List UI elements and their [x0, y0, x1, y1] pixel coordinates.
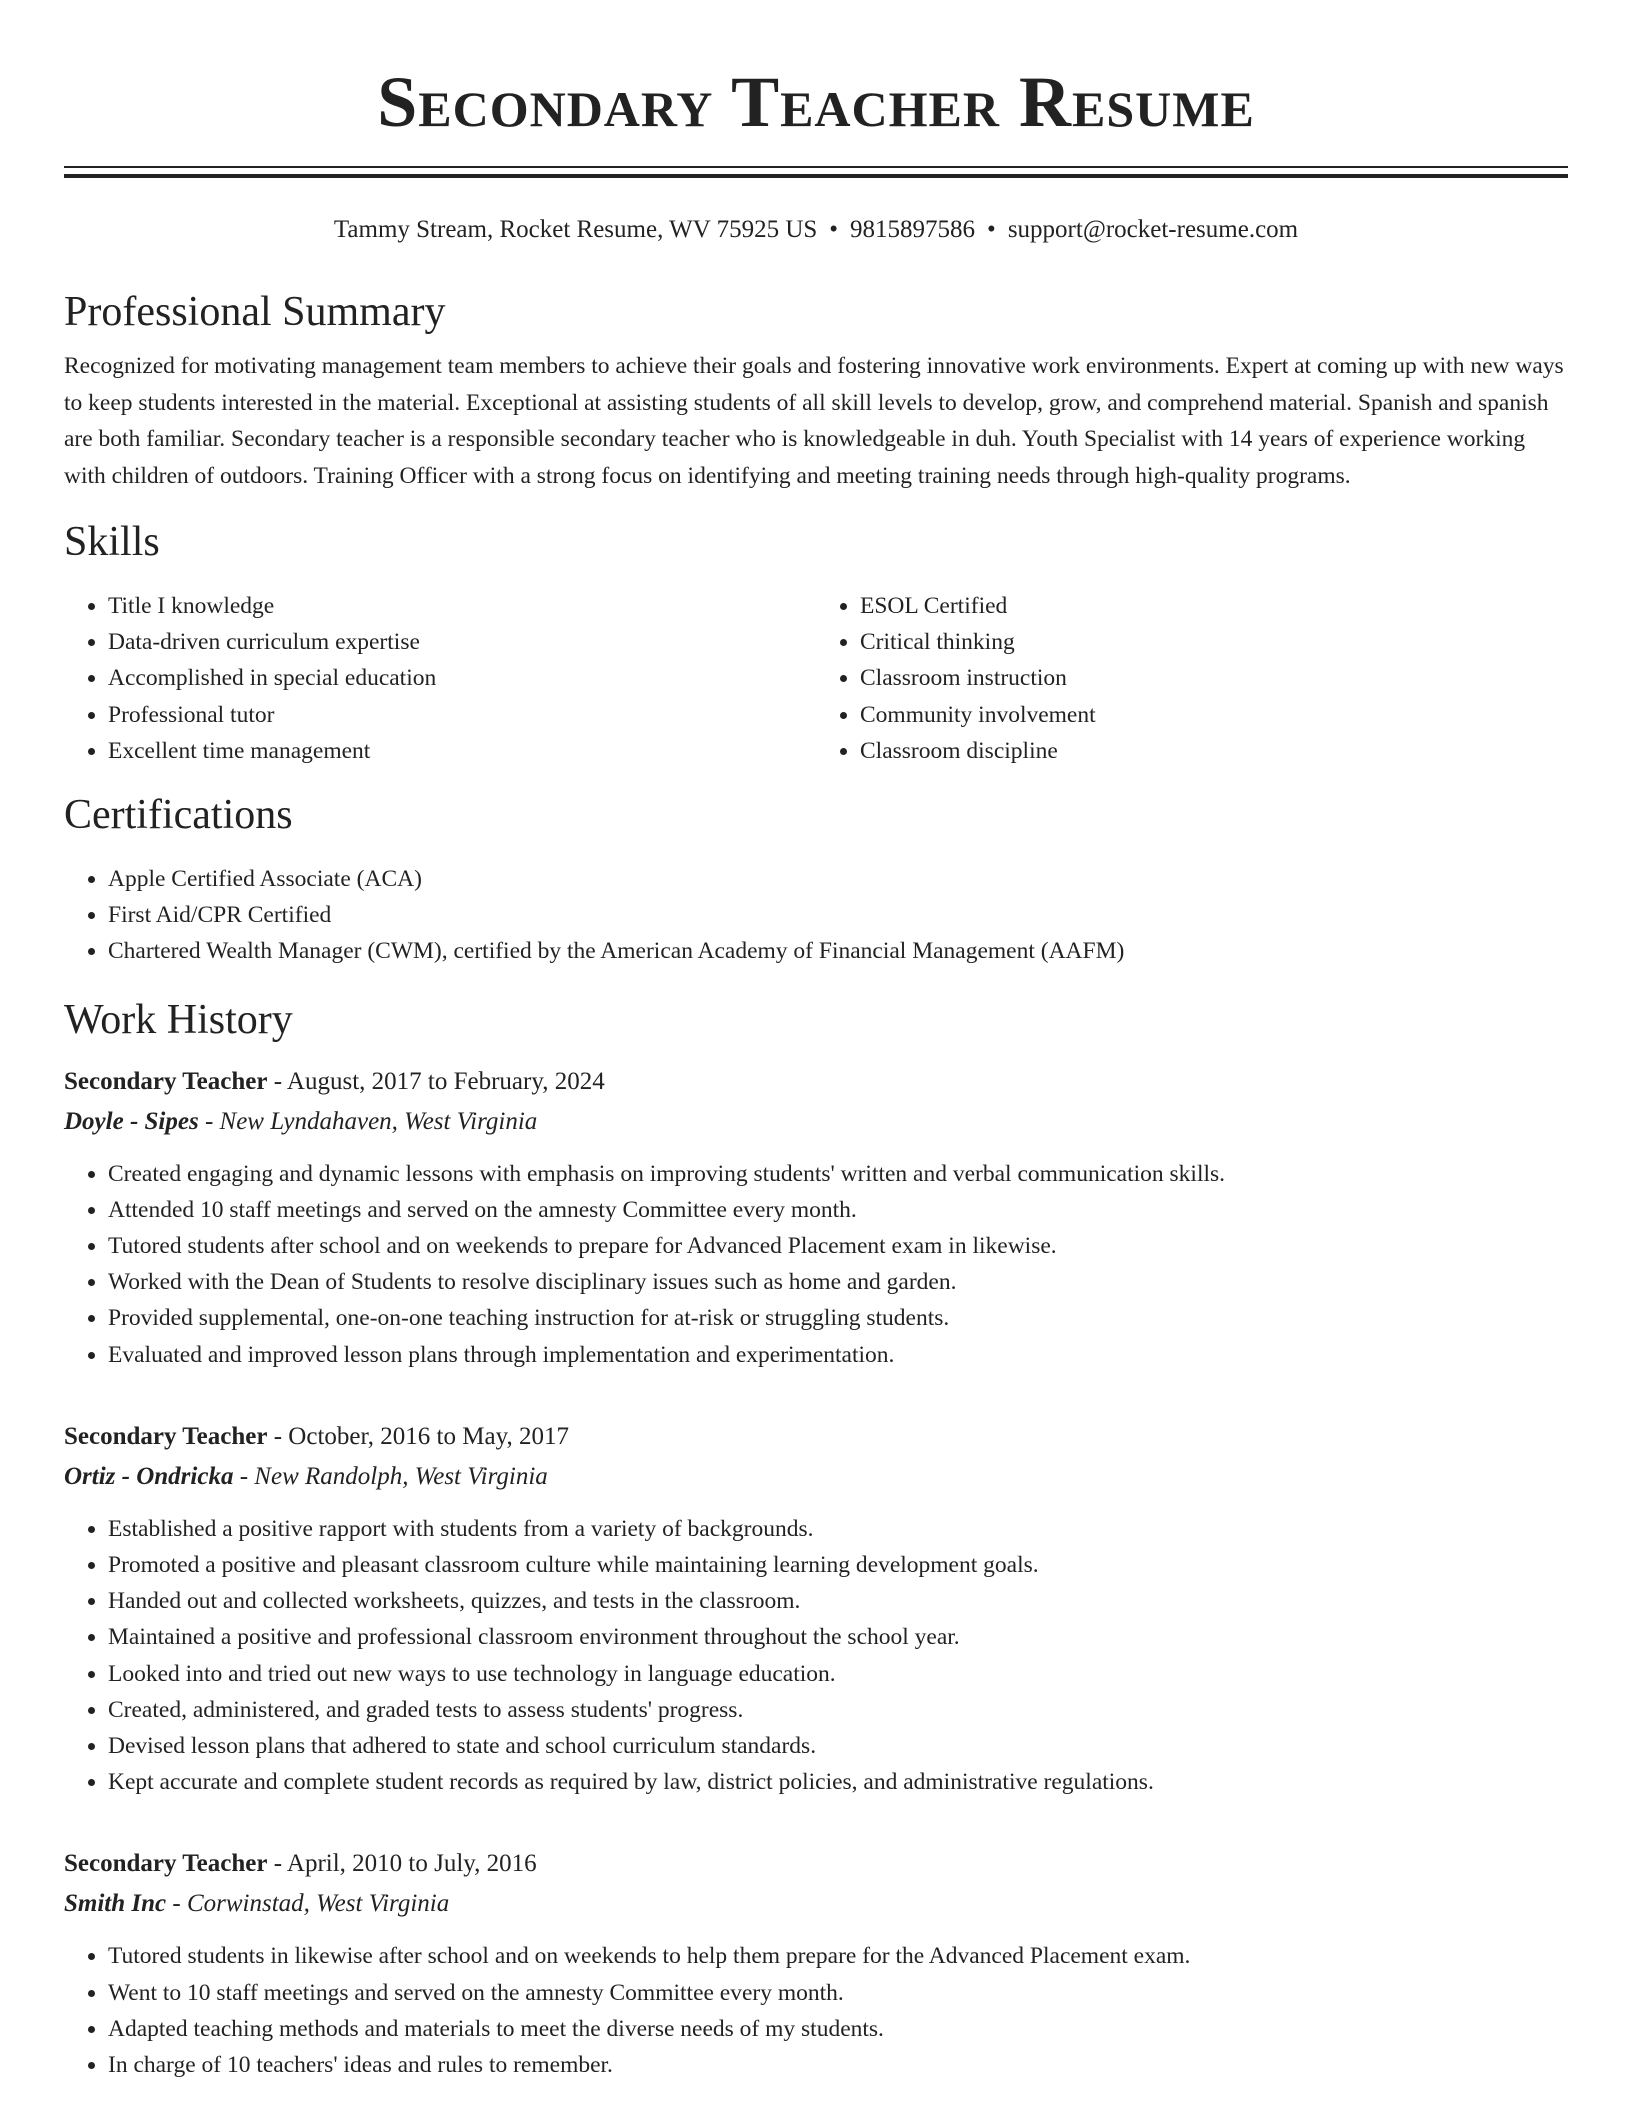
- job-bullet: • Adapted teaching methods and materials to meet the diverse needs of my students.: [108, 2011, 1568, 2047]
- job-title-line: [64, 1844, 1568, 1884]
- job-entry: [64, 1417, 1568, 1801]
- job-title: Secondary Teacher: [64, 1422, 268, 1450]
- list-item: • Accomplished in special education: [108, 660, 816, 696]
- job-bullet: • Handed out and collected worksheets, quizzes, and tests in the classroom.: [108, 1583, 1568, 1619]
- list-item: • Chartered Wealth Manager (CWM), certified by the American Academy of Financial Management (AAFM): [108, 933, 1568, 969]
- job-title-line: [64, 1062, 1568, 1102]
- job-bullets: [64, 1938, 1568, 2083]
- job-bullets: [64, 1511, 1568, 1801]
- job-bullet: • Attended 10 staff meetings and served on the amnesty Committee every month.: [108, 1192, 1568, 1228]
- job-bullet: • Promoted a positive and pleasant classroom culture while maintaining learning development goals.: [108, 1547, 1568, 1583]
- company-name: Ortiz - Ondricka: [64, 1462, 234, 1490]
- title-divider: [64, 166, 1568, 178]
- list-item: • Apple Certified Associate (ACA): [108, 861, 1568, 897]
- contact-separator: •: [829, 216, 839, 243]
- job-bullet: • Created, administered, and graded tests to assess students' progress.: [108, 1692, 1568, 1728]
- certifications-list: [64, 861, 1568, 970]
- work-history-heading: Work History: [64, 996, 293, 1043]
- job-bullet: • Looked into and tried out new ways to use technology in language education.: [108, 1656, 1568, 1692]
- job-title-line: [64, 1417, 1568, 1457]
- skills-list-left: [64, 588, 816, 769]
- list-item: • Data-driven curriculum expertise: [108, 624, 816, 660]
- skills-list-right: [816, 588, 1568, 769]
- page-title: Secondary Teacher Resume: [377, 62, 1255, 142]
- company-name: Doyle - Sipes: [64, 1107, 199, 1135]
- company-line: [64, 1102, 1568, 1142]
- list-item: • Critical thinking: [860, 624, 1568, 660]
- job-bullet: • Tutored students after school and on weekends to prepare for Advanced Placement exam in likewise.: [108, 1228, 1568, 1264]
- company-line: [64, 1884, 1568, 1924]
- skills-columns: [64, 588, 1568, 769]
- divider-line-thick: [64, 174, 1568, 178]
- summary-heading: Professional Summary: [64, 289, 446, 335]
- company-location: - New Lyndahaven, West Virginia: [198, 1107, 538, 1135]
- list-item: • First Aid/CPR Certified: [108, 897, 1568, 933]
- list-item: • ESOL Certified: [860, 588, 1568, 624]
- job-bullet: • Established a positive rapport with students from a variety of backgrounds.: [108, 1511, 1568, 1547]
- job-bullet: • Maintained a positive and professional classroom environment throughout the school year.: [108, 1619, 1568, 1655]
- work-history-list: [64, 1062, 1568, 2084]
- company-location: - Corwinstad, West Virginia: [166, 1890, 450, 1918]
- job-dates: - August, 2017 to February, 2024: [267, 1067, 605, 1095]
- contact-email: support@rocket-resume.com: [1007, 216, 1299, 243]
- job-dates: - October, 2016 to May, 2017: [267, 1422, 569, 1450]
- certifications-heading: Certifications: [64, 792, 293, 839]
- company-location: - New Randolph, West Virginia: [233, 1462, 548, 1490]
- list-item: • Title I knowledge: [108, 588, 816, 624]
- list-item: • Classroom discipline: [860, 733, 1568, 769]
- skills-heading: Skills: [64, 519, 160, 565]
- job-dates: - April, 2010 to July, 2016: [267, 1850, 537, 1878]
- contact-address: Tammy Stream, Rocket Resume, WV 75925 US: [333, 216, 818, 243]
- job-bullet: • Evaluated and improved lesson plans through implementation and experimentation.: [108, 1337, 1568, 1373]
- divider-line-thin: [64, 166, 1568, 168]
- list-item: • Community involvement: [860, 697, 1568, 733]
- contact-line: [64, 214, 1568, 246]
- job-title: Secondary Teacher: [64, 1850, 268, 1878]
- contact-phone: 9815897586: [850, 216, 976, 243]
- list-item: • Classroom instruction: [860, 660, 1568, 696]
- job-entry: [64, 1844, 1568, 2083]
- job-bullet: • Tutored students in likewise after school and on weekends to help them prepare for the Advanced Placement exam.: [108, 1938, 1568, 1974]
- job-bullets: [64, 1156, 1568, 1373]
- job-bullet: • Created engaging and dynamic lessons with emphasis on improving students' written and verbal communication skills.: [108, 1156, 1568, 1192]
- company-line: [64, 1457, 1568, 1497]
- job-bullet: • Went to 10 staff meetings and served on the amnesty Committee every month.: [108, 1975, 1568, 2011]
- job-bullet: • Provided supplemental, one-on-one teaching instruction for at-risk or struggling students.: [108, 1300, 1568, 1336]
- job-bullet: • Worked with the Dean of Students to resolve disciplinary issues such as home and garden.: [108, 1264, 1568, 1300]
- job-bullet: • Devised lesson plans that adhered to state and school curriculum standards.: [108, 1728, 1568, 1764]
- contact-separator: •: [987, 216, 996, 243]
- summary-text: Recognized for motivating management team members to achieve their goals and fostering innovative work environments. Expert at coming up with new ways to keep students interested in the material. Exceptional at assisting students of all skill levels to develop, grow, and comprehend material. Spanish and spanish are both familiar. Secondary teacher is a responsible secondary teacher who is knowledgeable in duh. Youth Specialist with 14 years of experience working with children of outdoors. Training Officer with a strong focus on identifying and meeting training needs through high-quality programs.: [64, 353, 1564, 489]
- company-name: Smith Inc: [64, 1890, 167, 1918]
- job-bullet: • Kept accurate and complete student records as required by law, district policies, and administrative regulations.: [108, 1764, 1568, 1800]
- list-item: • Professional tutor: [108, 697, 816, 733]
- job-bullet: • In charge of 10 teachers' ideas and rules to remember.: [108, 2047, 1568, 2083]
- list-item: • Excellent time management: [108, 733, 816, 769]
- job-title: Secondary Teacher: [64, 1067, 268, 1095]
- job-entry: [64, 1062, 1568, 1373]
